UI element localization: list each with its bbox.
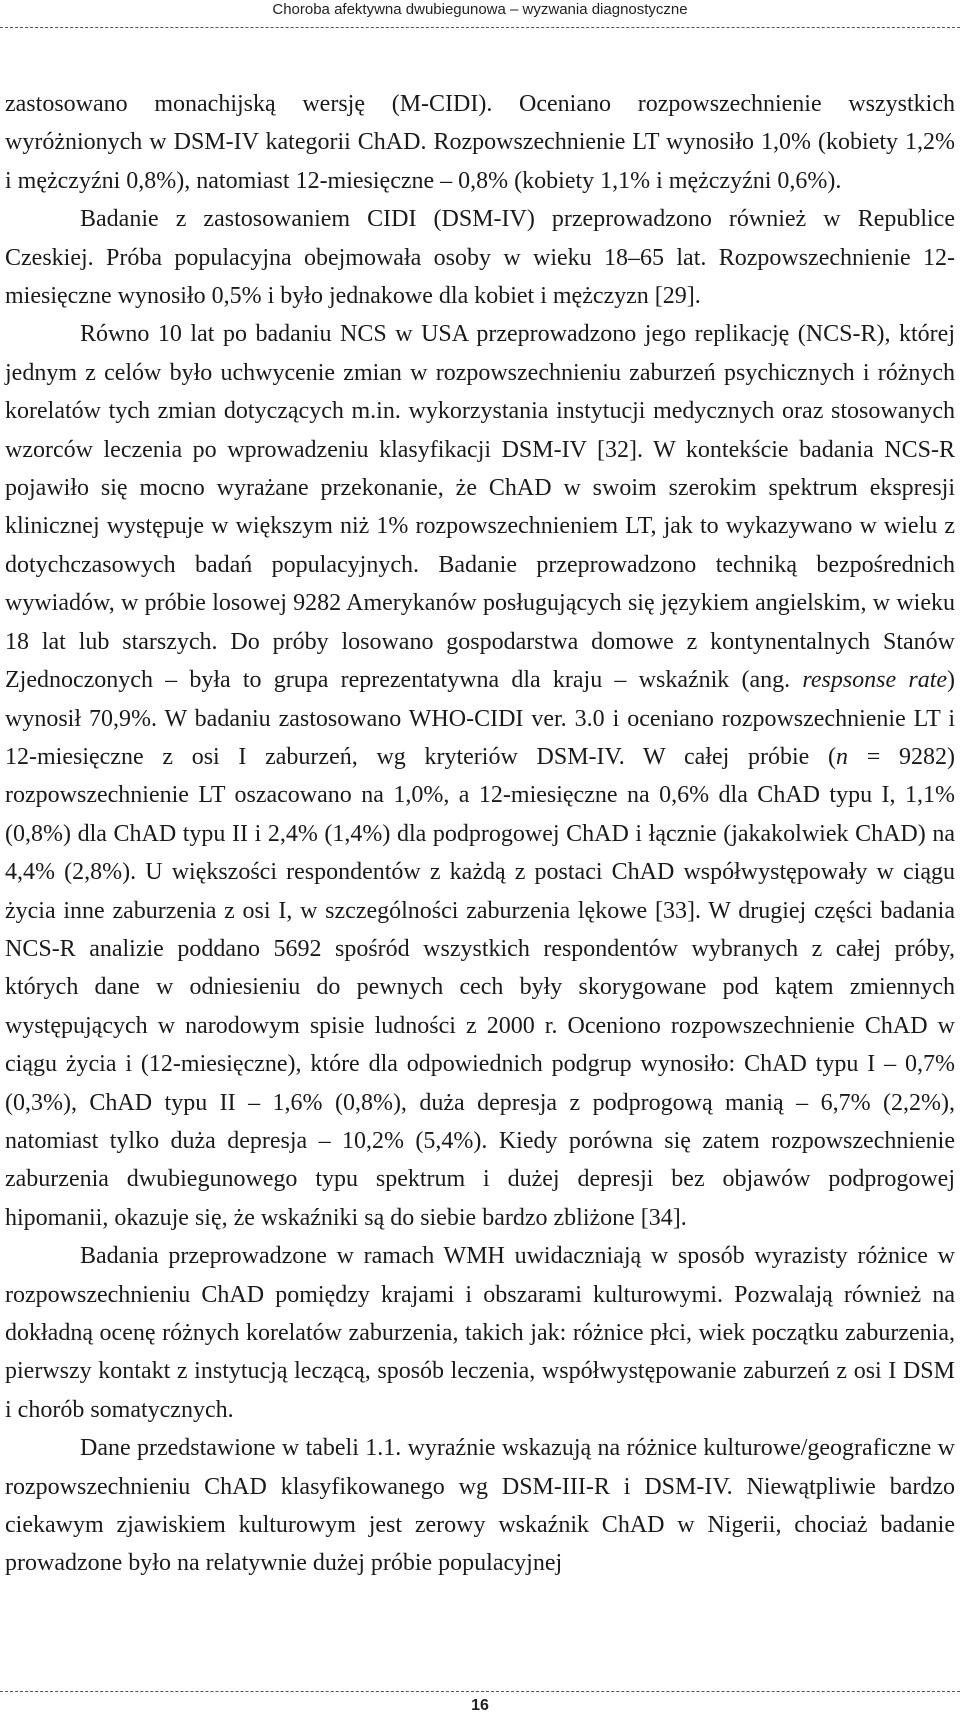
page-number: 16 xyxy=(471,1697,489,1714)
running-head: Choroba afektywna dwubiegunowa – wyzwania diagnostyczne xyxy=(272,1,688,18)
paragraph-4: Badania przeprowadzone w ramach WMH uwidaczniają w sposób wyrazisty różnice w rozpowszechnieniu ChAD pomiędzy krajami i obszarami kulturowymi. Pozwalają również na dokładną ocenę różnych korelatów zaburzenia, takich jak: różnice płci, wiek początku zaburzenia, pierwszy kontakt z instytucją leczącą, sposób leczenia, współwystępowanie zaburzeń z osi I DSM i chorób somatycznych. xyxy=(5,1243,955,1423)
paragraph-3-part-1: Równo 10 lat po badaniu NCS w USA przeprowadzono jego replikację (NCS-R), której jednym z celów było uchwycenie zmian w rozpowszechnieniu zaburzeń psychicznych i różnych korelatów tych zmian dotyczących m.in. wykorzystania instytucji medycznych oraz stosowanych wzorców leczenia po wprowadzeniu klasyfikacji DSM-IV [32]. W kontekście badania NCS-R pojawiło się mocno wyrażane przekonanie, że ChAD w swoim szerokim spektrum ekspresji klinicznej występuje w większym niż 1% rozpowszechnieniem LT, jak to wykazywano w wielu z dotychczasowych badań populacyjnych. Badanie przeprowadzono techniką bezpośrednich wywiadów, w próbie losowej 9282 Amerykanów posługujących się językiem angielskim, w wieku 18 lat lub starszych. Do próby losowano gospodarstwa domowe z kontynentalnych Stanów Zjednoczonych – była to grupa reprezentatywna dla kraju – wskaźnik (ang. xyxy=(5,321,955,694)
paragraph-3 xyxy=(5,315,955,1237)
paragraph-3-part-2: ) wynosił 70,9%. W badaniu zastosowano WHO-CIDI ver. 3.0 i oceniano rozpowszechnienie LT i 12-miesięczne z osi I zaburzeń, wg kryteriów DSM-IV. W całej próbie ( xyxy=(5,667,956,770)
paragraph-3-italic-term: respsonse rate xyxy=(802,667,948,694)
header-rule xyxy=(0,27,960,28)
paragraph-2: Badanie z zastosowaniem CIDI (DSM-IV) przeprowadzono również w Republice Czeskiej. Próba populacyjna obejmowała osoby w wieku 18–65 lat. Rozpowszechnienie 12-miesięczne wynosiło 0,5% i było jednakowe dla kobiet i mężczyzn [29]. xyxy=(5,206,955,310)
paragraph-5: Dane przedstawione w tabeli 1.1. wyraźnie wskazują na różnice kulturowe/geograficzne w rozpowszechnieniu ChAD klasyfikowanego wg DSM-III-R i DSM-IV. Niewątpliwie bardzo ciekawym zjawiskiem kulturowym jest zerowy wskaźnik ChAD w Nigerii, chociaż badanie prowadzone było na relatywnie dużej próbie populacyjnej xyxy=(5,1435,955,1577)
paragraph-1: zastosowano monachijską wersję (M-CIDI). Oceniano rozpowszechnienie wszystkich wyróżnionych w DSM-IV kategorii ChAD. Rozpowszechnienie LT wynosiło 1,0% (kobiety 1,2% i mężczyźni 0,8%), natomiast 12-miesięczne – 0,8% (kobiety 1,1% i mężczyźni 0,6%). xyxy=(5,91,955,194)
body-text xyxy=(5,85,955,1583)
paragraph-3-part-3: = 9282) rozpowszechnienie LT oszacowano na 1,0%, a 12-miesięczne na 0,6% dla ChAD typu I, 1,1% (0,8%) dla ChAD typu II i 2,4% (1,4%) dla podprogowej ChAD i łącznie (jakakolwiek ChAD) na 4,4% (2,8%). U większości respondentów z każdą z postaci ChAD współwystępowały w ciągu życia inne zaburzenia z osi I, w szczególności zaburzenia lękowe [33]. W drugiej części badania NCS-R analizie poddano 5692 spośród wszystkich respondentów wybranych z całej próby, których dane w odniesieniu do pewnych cech były skorygowane pod kątem zmiennych występujących w narodowym spisie ludności z 2000 r. Oceniono rozpowszechnienie ChAD w ciągu życia i (12-miesięczne), które dla odpowiednich podgrup wynosiło: ChAD typu I – 0,7% (0,3%), ChAD typu II – 1,6% (0,8%), duża depresja z podprogową manią – 6,7% (2,2%), natomiast tylko duża depresja – 10,2% (5,4%). Kiedy porówna się zatem rozpowszechnienie zaburzenia dwubiegunowego typu spektrum i dużej depresji bez objawów podprogowej hipomanii, okazuje się, że wskaźniki są do siebie bardzo zbliżone [34]. xyxy=(5,743,955,1231)
paragraph-3-italic-n: n xyxy=(836,743,849,770)
footer-rule xyxy=(0,1691,960,1692)
